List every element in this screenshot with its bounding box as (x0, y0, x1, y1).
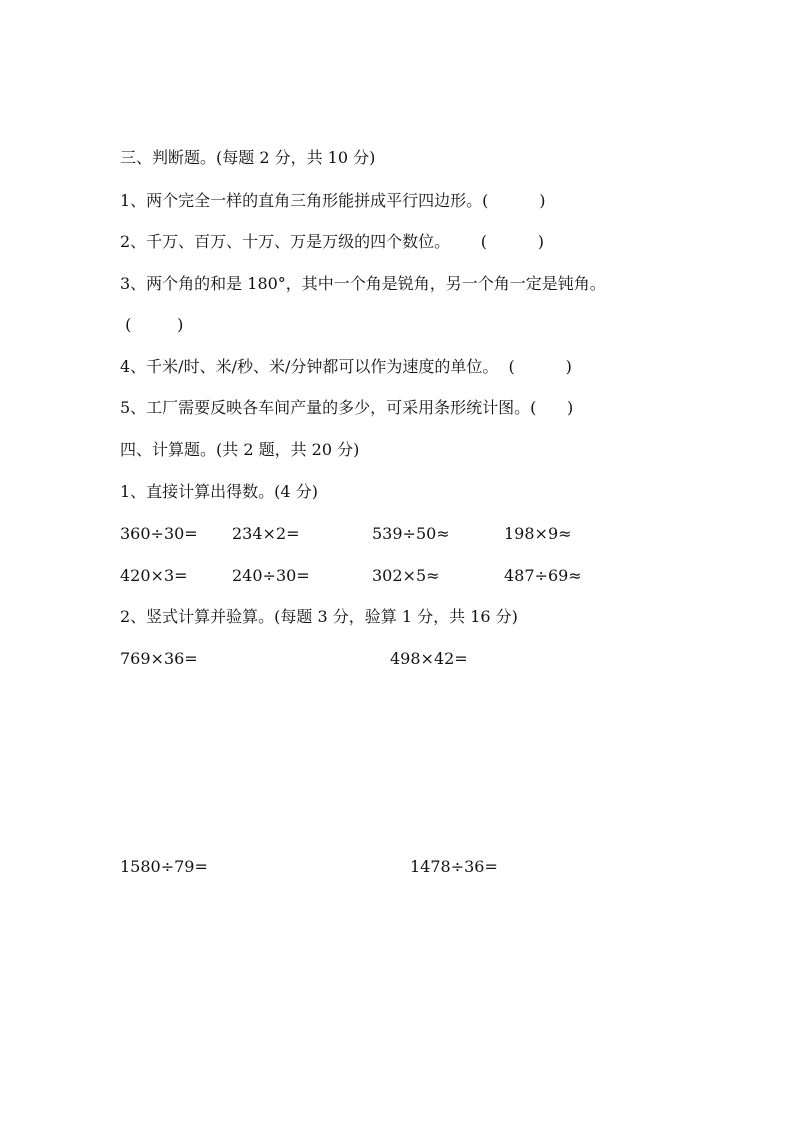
section4-heading: 四、计算题。(共 2 题，共 20 分) (120, 440, 360, 459)
vertical-calc-2: 498×42= (390, 649, 468, 668)
calc-part2-heading: 2、竖式计算并验算。(每题 3 分，验算 1 分，共 16 分) (120, 607, 518, 626)
calc-2-3: 302×5≈ (372, 566, 440, 585)
judgment-item-4: 4、千米/时、米/秒、米/分钟都可以作为速度的单位。 ( ) (120, 357, 572, 376)
section3-heading: 三、判断题。(每题 2 分，共 10 分) (120, 148, 376, 167)
calc-1-3: 539÷50≈ (372, 524, 450, 543)
calc-1-1: 360÷30= (120, 524, 198, 543)
judgment-item-2: 2、千万、百万、十万、万是万级的四个数位。 ( ) (120, 232, 545, 251)
vertical-calc-1: 769×36= (120, 649, 198, 668)
judgment-item-3-parentheses: ( ) (120, 315, 184, 334)
calc-1-4: 198×9≈ (504, 524, 572, 543)
judgment-item-5: 5、工厂需要反映各车间产量的多少，可采用条形统计图。( ) (120, 398, 574, 417)
judgment-item-1: 1、两个完全一样的直角三角形能拼成平行四边形。( ) (120, 191, 546, 210)
calc-part1-heading: 1、直接计算出得数。(4 分) (120, 482, 318, 501)
judgment-item-3: 3、两个角的和是 180°，其中一个角是锐角，另一个角一定是钝角。 (120, 274, 606, 293)
calc-2-2: 240÷30= (232, 566, 310, 585)
vertical-calc-4: 1478÷36= (410, 857, 498, 876)
vertical-calc-3: 1580÷79= (120, 857, 208, 876)
calc-1-2: 234×2= (232, 524, 300, 543)
calc-2-1: 420×3= (120, 566, 188, 585)
calc-2-4: 487÷69≈ (504, 566, 582, 585)
